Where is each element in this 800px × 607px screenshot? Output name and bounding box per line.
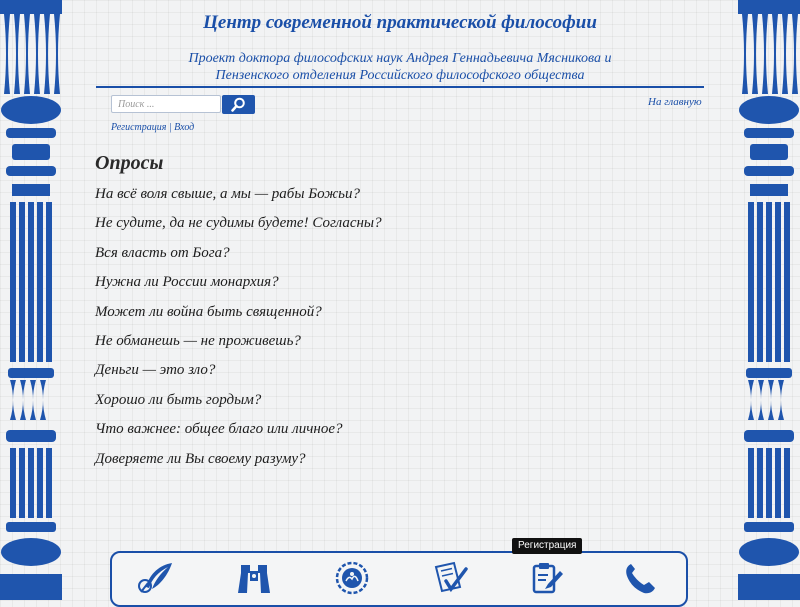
checklist-icon[interactable]: [432, 561, 468, 595]
poll-item[interactable]: Доверяете ли Вы своему разуму?: [95, 450, 306, 467]
search-button[interactable]: [222, 95, 255, 114]
register-link[interactable]: Регистрация: [111, 122, 167, 133]
search-icon: [231, 97, 246, 112]
login-link[interactable]: Вход: [174, 122, 195, 133]
subtitle-line-2: Пензенского отделения Российского философского общества: [215, 68, 585, 83]
home-link[interactable]: На главную: [648, 96, 702, 108]
left-column-ornament: [0, 0, 62, 600]
phone-icon[interactable]: [622, 561, 658, 595]
site-title[interactable]: Центр современной практической философии: [203, 12, 597, 33]
register-icon[interactable]: [528, 561, 564, 595]
site-subtitle: [96, 50, 704, 84]
poll-item[interactable]: Вся власть от Бога?: [95, 244, 230, 261]
emblem-icon[interactable]: [334, 561, 370, 595]
quill-icon[interactable]: [138, 561, 174, 595]
right-column-ornament: [738, 0, 800, 600]
auth-separator: |: [166, 122, 175, 133]
poll-item[interactable]: Деньги — это зло?: [95, 362, 216, 379]
poll-item[interactable]: На всё воля свыше, а мы — рабы Божьи?: [95, 186, 360, 202]
poll-list: [95, 186, 382, 480]
search-input[interactable]: [111, 95, 221, 113]
poll-item[interactable]: Может ли война быть священной?: [95, 303, 322, 320]
header-divider: [96, 86, 704, 88]
site-header: [96, 0, 704, 84]
binoculars-icon[interactable]: [236, 561, 272, 595]
poll-item[interactable]: Не судите, да не судимы будете! Согласны?: [95, 215, 382, 232]
poll-item[interactable]: Нужна ли России монархия?: [95, 274, 279, 291]
polls-title: Опросы: [95, 152, 164, 174]
poll-item[interactable]: Что важнее: общее благо или личное?: [95, 421, 343, 438]
subtitle-line-1: Проект доктора философских наук Андрея Геннадьевича Мясникова и: [188, 51, 612, 66]
auth-links: [111, 122, 194, 133]
tooltip: Регистрация: [512, 538, 582, 554]
poll-item[interactable]: Хорошо ли быть гордым?: [95, 391, 262, 408]
bottom-icon-bar: [110, 551, 688, 607]
poll-item[interactable]: Не обманешь — не проживешь?: [95, 332, 301, 349]
